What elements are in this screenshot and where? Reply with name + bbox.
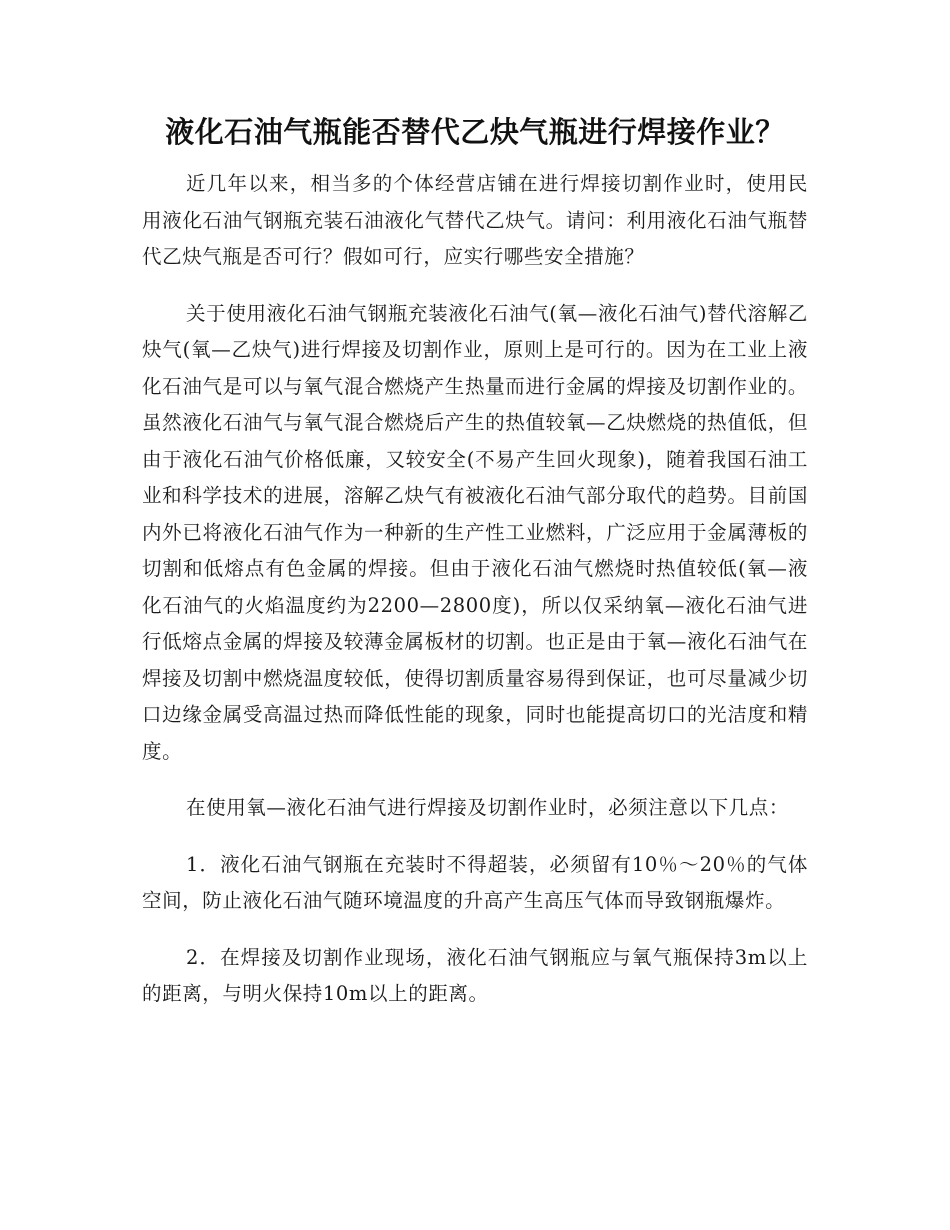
document-body (142, 166, 808, 1033)
paragraph-precautions-intro: 在使用氧—液化石油气进行焊接及切割作业时，必须注意以下几点： (186, 796, 790, 819)
paragraph-intro-question: 近几年以来，相当多的个体经营店铺在进行焊接切割作业时，使用民用液化石油气钢瓶充装石油液化气替代乙炔气。请问：利用液化石油气瓶替代乙炔气瓶是否可行？假如可行，应实行哪些安全措施？ (142, 172, 808, 268)
paragraph-precaution-2: 2．在焊接及切割作业现场，液化石油气钢瓶应与氧气瓶保持3m以上的距离，与明火保持10m以上的距离。 (142, 945, 808, 1005)
paragraph-answer: 关于使用液化石油气钢瓶充装液化石油气(氧—液化石油气)替代溶解乙炔气(氧—乙炔气)进行焊接及切割作业，原则上是可行的。因为在工业上液化石油气是可以与氧气混合燃烧产生热量而进行金属的焊接及切割作业的。虽然液化石油气与氧气混合燃烧后产生的热值较氧—乙炔燃烧的热值低，但由于液化石油气价格低廉，又较安全(不易产生回火现象)，随着我国石油工业和科学技术的进展，溶解乙炔气有被液化石油气部分取代的趋势。目前国内外已将液化石油气作为一种新的生产性工业燃料，广泛应用于金属薄板的切割和低熔点有色金属的焊接。但由于液化石油气燃烧时热值较低(氧—液化石油气的火焰温度约为2200—2800度)，所以仅采纳氧—液化石油气进行低熔点金属的焊接及较薄金属板材的切割。也正是由于氧—液化石油气在焊接及切割中燃烧温度较低，使得切割质量容易得到保证，也可尽量减少切口边缘金属受高温过热而降低性能的现象，同时也能提高切口的光洁度和精度。 (142, 301, 808, 763)
document-title: 液化石油气瓶能否替代乙炔气瓶进行焊接作业？ (165, 115, 785, 149)
paragraph-precaution-1: 1．液化石油气钢瓶在充装时不得超装，必须留有10％～20％的气体空间，防止液化石油气随环境温度的升高产生高压气体而导致钢瓶爆炸。 (142, 852, 808, 912)
